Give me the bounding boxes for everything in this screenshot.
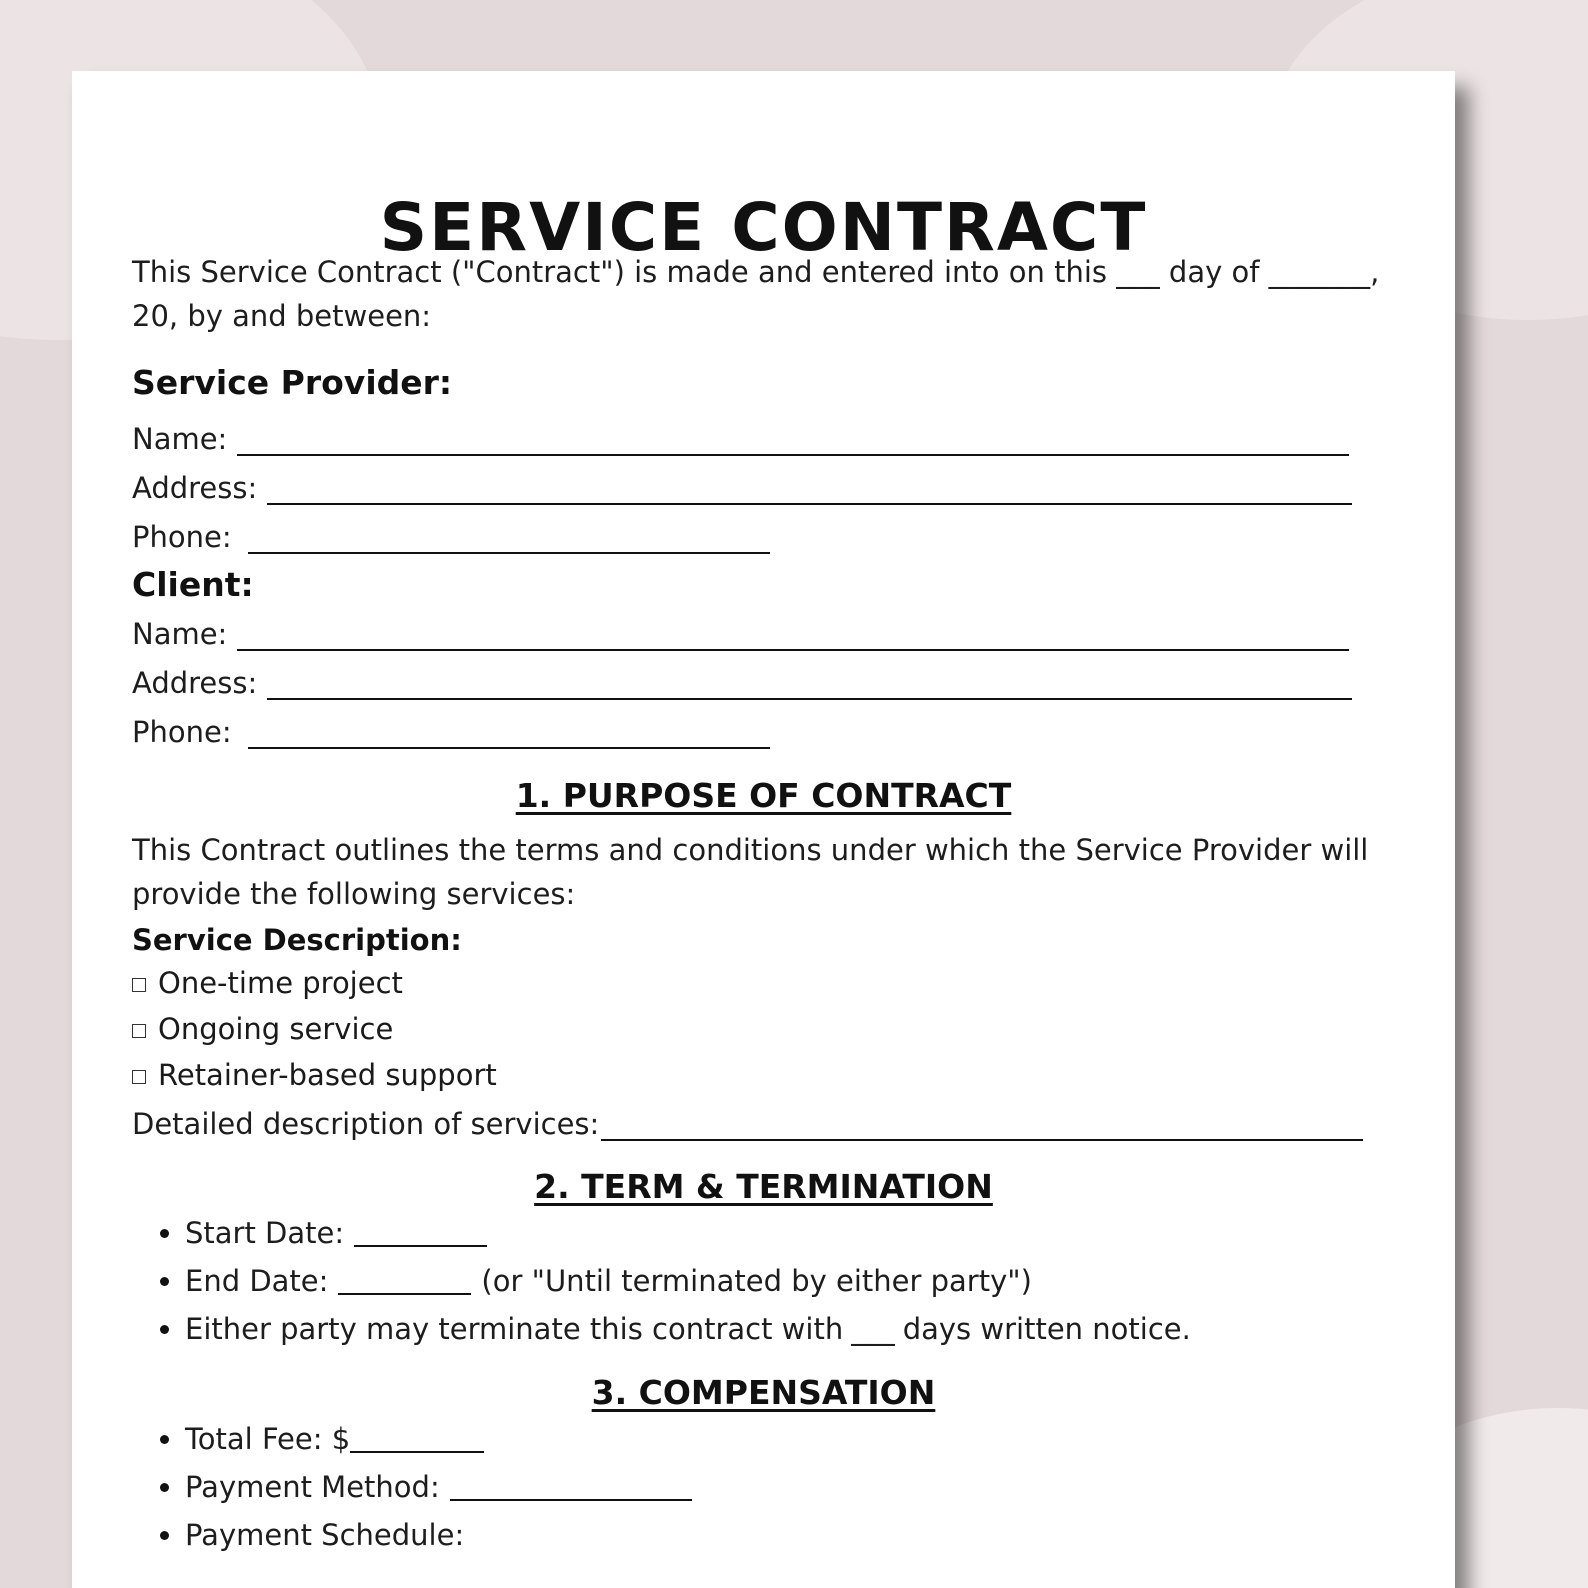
client-address-field[interactable] — [267, 672, 1352, 700]
intro-line-2: 20, by and between: — [132, 299, 432, 334]
start-date-field[interactable] — [354, 1219, 487, 1247]
bullet-icon — [160, 1277, 169, 1286]
service-description-label: Service Description: — [132, 923, 462, 957]
client-phone-field[interactable] — [248, 721, 770, 749]
provider-phone-row — [132, 514, 770, 554]
service-option-ongoing[interactable] — [132, 1006, 497, 1052]
section-1-title: 1. PURPOSE OF CONTRACT — [515, 776, 1012, 815]
end-date-label: End Date: — [185, 1264, 329, 1298]
payment-method-label: Payment Method: — [185, 1470, 440, 1504]
checkbox-icon[interactable] — [132, 978, 146, 992]
document-title: SERVICE CONTRACT — [379, 189, 1148, 266]
total-fee-label: Total Fee: $ — [185, 1422, 351, 1456]
bullet-icon — [160, 1483, 169, 1492]
client-name-label: Name: — [132, 617, 228, 651]
section-3-title: 3. COMPENSATION — [591, 1373, 936, 1412]
section-1-text — [132, 828, 1392, 916]
provider-name-row — [132, 416, 1349, 456]
payment-method-item — [160, 1465, 692, 1509]
client-heading: Client: — [132, 565, 254, 604]
provider-address-row — [132, 465, 1352, 505]
provider-name-label: Name: — [132, 422, 228, 456]
client-phone-label: Phone: — [132, 715, 232, 749]
provider-name-field[interactable] — [237, 428, 1349, 456]
service-option-retainer[interactable] — [132, 1052, 497, 1098]
provider-phone-label: Phone: — [132, 520, 232, 554]
start-date-item — [160, 1211, 487, 1255]
client-phone-row — [132, 709, 770, 749]
service-provider-heading: Service Provider: — [132, 363, 453, 402]
detailed-description-label: Detailed description of services: — [132, 1107, 600, 1141]
start-date-label: Start Date: — [185, 1216, 345, 1250]
client-address-label: Address: — [132, 666, 258, 700]
payment-schedule-label: Payment Schedule: — [185, 1518, 465, 1552]
total-fee-field[interactable] — [350, 1425, 484, 1453]
end-date-note: (or "Until terminated by either party") — [481, 1264, 1032, 1298]
termination-notice-item — [160, 1307, 1191, 1351]
contract-page — [72, 71, 1455, 1588]
section-2-title: 2. TERM & TERMINATION — [534, 1167, 993, 1206]
end-date-item — [160, 1259, 1032, 1303]
total-fee-item — [160, 1417, 484, 1461]
provider-address-field[interactable] — [267, 477, 1352, 505]
checkbox-icon[interactable] — [132, 1024, 146, 1038]
section-1-text-line-1: This Contract outlines the terms and conditions under which the Service Provider will — [132, 833, 1369, 867]
termination-days-blank[interactable]: ___ — [851, 1312, 895, 1346]
bullet-icon — [160, 1531, 169, 1540]
payment-schedule-item — [160, 1513, 464, 1557]
service-option-label: Retainer-based support — [158, 1058, 497, 1092]
provider-phone-field[interactable] — [248, 526, 770, 554]
service-option-one-time[interactable] — [132, 960, 497, 1006]
checkbox-icon[interactable] — [132, 1070, 146, 1084]
client-address-row — [132, 660, 1352, 700]
bullet-icon — [160, 1229, 169, 1238]
provider-address-label: Address: — [132, 471, 258, 505]
section-1-text-line-2: provide the following services: — [132, 877, 576, 912]
client-name-field[interactable] — [237, 623, 1349, 651]
termination-notice-pre: Either party may terminate this contract with — [185, 1312, 844, 1346]
service-options-list — [132, 960, 497, 1098]
payment-method-field[interactable] — [450, 1473, 692, 1501]
detailed-description-row — [132, 1101, 1363, 1141]
bullet-icon — [160, 1435, 169, 1444]
bullet-icon — [160, 1325, 169, 1334]
intro-line-1: This Service Contract ("Contract") is made and entered into on this ___ day of _______, — [132, 255, 1380, 289]
service-option-label: Ongoing service — [158, 1012, 394, 1046]
termination-notice-post: days written notice. — [902, 1312, 1191, 1346]
intro-paragraph — [132, 250, 1392, 338]
service-option-label: One-time project — [158, 966, 403, 1000]
detailed-description-field[interactable] — [601, 1113, 1363, 1141]
end-date-field[interactable] — [338, 1267, 471, 1295]
client-name-row — [132, 611, 1349, 651]
